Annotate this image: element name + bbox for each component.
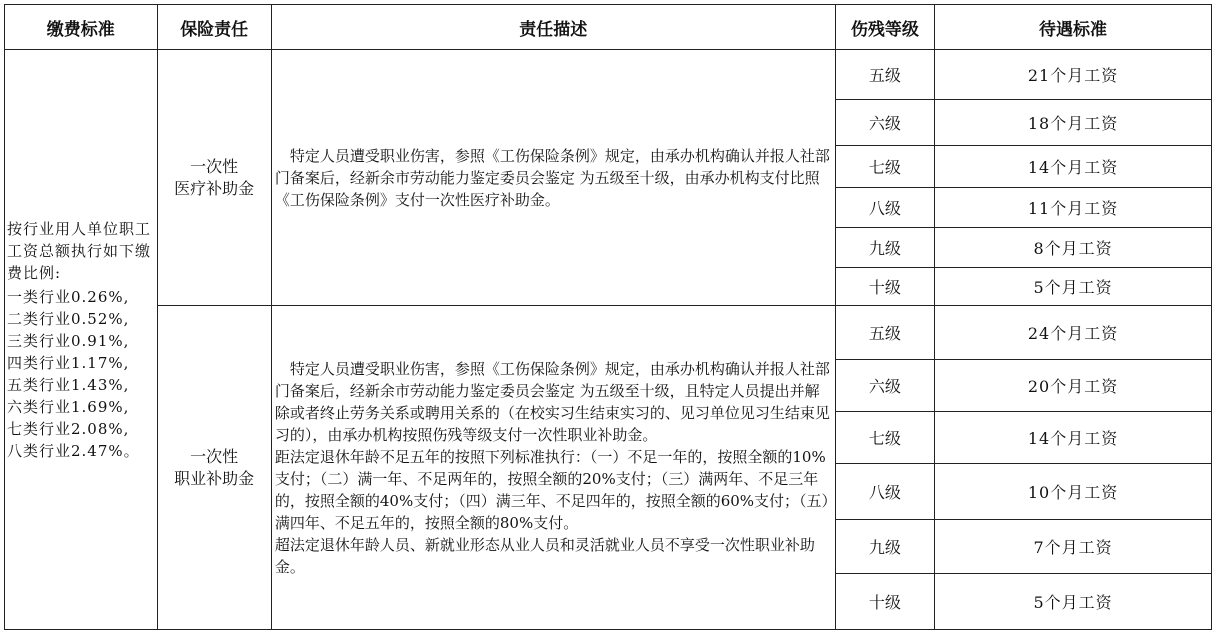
grade-cell: 九级 [835, 228, 934, 268]
fee-industry-8: 八类行业2.47%。 [7, 441, 140, 460]
pay-cell: 5个月工资 [935, 574, 1212, 630]
benefit-standards-table [4, 4, 1212, 630]
fee-intro: 按行业用人单位职工工资总额执行如下缴费比例: [7, 219, 152, 282]
header-row [5, 5, 1212, 50]
grade-cell: 六级 [835, 100, 934, 146]
fee-industry-7: 七类行业2.08%, [7, 419, 130, 438]
fee-industry-2: 二类行业0.52%, [7, 309, 130, 328]
pay-cell: 24个月工资 [935, 306, 1212, 360]
pay-cell: 21个月工资 [935, 50, 1212, 100]
grade-cell: 八级 [835, 464, 934, 520]
header-liability-description: 责任描述 [271, 5, 835, 50]
fee-industry-4: 四类行业1.17%, [7, 353, 130, 372]
pay-cell: 14个月工资 [935, 412, 1212, 464]
grade-cell: 八级 [835, 188, 934, 228]
grade-cell: 六级 [835, 360, 934, 412]
occupational-name-line2: 职业补助金 [174, 468, 255, 488]
header-disability-grade: 伤残等级 [835, 5, 934, 50]
fee-industry-5: 五类行业1.43%, [7, 375, 130, 394]
pay-cell: 5个月工资 [935, 268, 1212, 306]
header-benefit-standard: 待遇标准 [935, 5, 1212, 50]
grade-cell: 五级 [835, 50, 934, 100]
fee-standard-cell [5, 50, 158, 630]
pay-cell: 18个月工资 [935, 100, 1212, 146]
table-row [5, 306, 1212, 360]
medical-description-text: 特定人员遭受职业伤害，参照《工伤保险条例》规定，由承办机构确认并报人社部门备案后，经新余市劳动能力鉴定委员会鉴定 为五级至十级，由承办机构支付比照《工伤保险条例》支付一次性医疗补助金。 [274, 146, 830, 209]
fee-industry-6: 六类行业1.69%, [7, 397, 130, 416]
table-row [5, 50, 1212, 100]
grade-cell: 五级 [835, 306, 934, 360]
grade-cell: 七级 [835, 412, 934, 464]
grade-cell: 十级 [835, 574, 934, 630]
occupational-name-line1: 一次性 [190, 446, 239, 466]
medical-subsidy-name [157, 50, 271, 306]
pay-cell: 10个月工资 [935, 464, 1212, 520]
occupational-description-p1: 特定人员遭受职业伤害，参照《工伤保险条例》规定，由承办机构确认并报人社部门备案后，经新余市劳动能力鉴定委员会鉴定 为五级至十级，且特定人员提出并解除或者终止劳务关系或聘用关系的（在校实习生结束实习的、见习单位见习生结束见习的），由承办机构按照伤残等级支付一次性职业补助金。 [274, 359, 830, 444]
grade-cell: 七级 [835, 146, 934, 188]
pay-cell: 7个月工资 [935, 520, 1212, 574]
pay-cell: 20个月工资 [935, 360, 1212, 412]
grade-cell: 十级 [835, 268, 934, 306]
pay-cell: 14个月工资 [935, 146, 1212, 188]
grade-cell: 九级 [835, 520, 934, 574]
occupational-description-p2: 距法定退休年龄不足五年的按照下列标准执行：（一）不足一年的，按照全额的10%支付；（二）满一年、不足两年的，按照全额的20%支付；（三）满两年、不足三年的，按照全额的40%支付；（四）满三年、不足四年的，按照全额的60%支付；（五）满四年、不足五年的，按照全额的80%支付。 [274, 447, 830, 532]
medical-name-line2: 医疗补助金 [174, 178, 255, 198]
fee-industry-3: 三类行业0.91%, [7, 331, 130, 350]
medical-name-line1: 一次性 [190, 156, 239, 176]
medical-description [271, 50, 835, 306]
occupational-subsidy-name [157, 306, 271, 630]
occupational-description [271, 306, 835, 630]
pay-cell: 11个月工资 [935, 188, 1212, 228]
fee-industry-1: 一类行业0.26%, [7, 287, 130, 306]
header-fee-standard: 缴费标准 [5, 5, 158, 50]
header-insurance-liability: 保险责任 [157, 5, 271, 50]
pay-cell: 8个月工资 [935, 228, 1212, 268]
occupational-description-p3: 超法定退休年龄人员、新就业形态从业人员和灵活就业人员不享受一次性职业补助金。 [274, 535, 815, 576]
